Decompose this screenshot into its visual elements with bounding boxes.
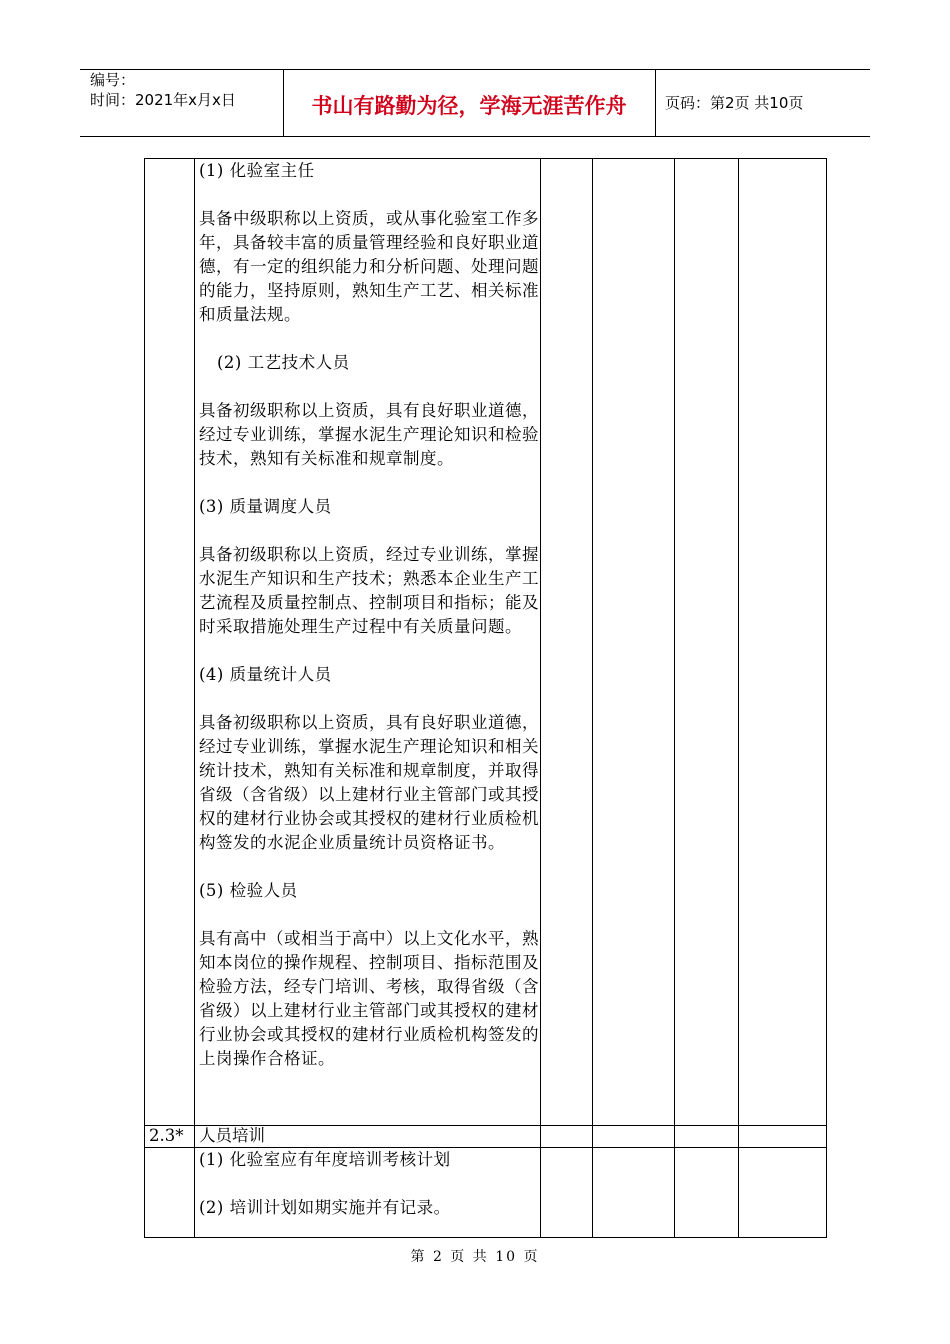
requirement-cell [195,159,541,1126]
requirement-cell [195,1148,541,1238]
blank-cell [593,159,675,1126]
blank-cell [739,159,827,1126]
blank-cell [675,1126,739,1148]
item-code-cell [145,159,195,1126]
section-heading: (5) 检验人员 [199,881,298,900]
header-meta [90,70,236,110]
table-row [145,1148,827,1238]
item-code-cell [145,1148,195,1238]
blank-cell [739,1126,827,1148]
section-heading: (2) 工艺技术人员 [217,353,350,372]
section-body: 具备初级职称以上资质，具有良好职业道德，经过专业训练，掌握水泥生产理论知识和相关统计技术，熟知有关标准和规章制度，并取得省级（含省级）以上建材行业主管部门或其授权的建材行业协会或其授权的建材行业质检机构签发的水泥企业质量统计员资格证书。 [199,713,539,852]
inspection-table [144,158,827,1238]
blank-cell [593,1148,675,1238]
section-body: 具有高中（或相当于高中）以上文化水平，熟知本岗位的操作规程、控制项目、指标范围及检验方法，经专门培训、考核，取得省级（含省级）以上建材行业主管部门或其授权的建材行业协会或其授权的建材行业质检机构签发的上岗操作合格证。 [199,929,539,1068]
header-bottom-rule [80,136,870,137]
header-page-info: 页码：第2页 共10页 [665,94,804,112]
blank-cell [675,1148,739,1238]
header-number-label: 编号： [90,71,136,89]
header-motto: 书山有路勤为径，学海无涯苦作舟 [311,94,627,118]
table-row [145,159,827,1126]
blank-cell [541,159,593,1126]
section-heading: (3) 质量调度人员 [199,497,332,516]
section-body: 具备中级职称以上资质，或从事化验室工作多年，具备较丰富的质量管理经验和良好职业道德，有一定的组织能力和分析问题、处理问题的能力，坚持原则，熟知生产工艺、相关标准和质量法规。 [199,209,539,324]
blank-cell [541,1148,593,1238]
page-footer: 第 2 页 共 10 页 [410,1249,540,1265]
training-item: (1) 化验室应有年度培训考核计划 [199,1150,451,1169]
item-title-cell: 人员培训 [195,1126,541,1148]
section-body: 具备初级职称以上资质，经过专业训练，掌握水泥生产知识和生产技术；熟悉本企业生产工艺流程及质量控制点、控制项目和指标；能及时采取措施处理生产过程中有关质量问题。 [199,545,539,636]
section-heading: (4) 质量统计人员 [199,665,332,684]
blank-cell [675,159,739,1126]
section-body: 具备初级职称以上资质，具有良好职业道德，经过专业训练，掌握水泥生产理论知识和检验技术，熟知有关标准和规章制度。 [199,401,539,468]
header-time-label: 时间：2021年x月x日 [90,91,236,109]
section-heading: (1) 化验室主任 [199,161,315,180]
header-divider-right [655,69,656,136]
item-code-cell: 2.3* [145,1126,195,1148]
blank-cell [593,1126,675,1148]
blank-cell [541,1126,593,1148]
training-item: (2) 培训计划如期实施并有记录。 [199,1198,451,1217]
table-row [145,1126,827,1148]
blank-cell [739,1148,827,1238]
